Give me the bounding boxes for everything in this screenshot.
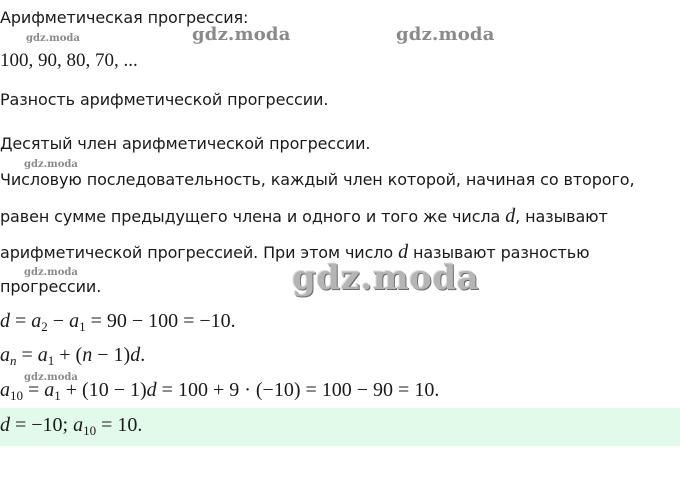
watermark: gdz.moda <box>292 258 480 298</box>
answer: d = −10; $a_{10} = 10$. <box>0 414 143 438</box>
definition-line-1: Числовую последовательность, каждый член которой, начиная со второго, <box>0 170 635 189</box>
watermark: gdz.moda <box>396 24 495 45</box>
formula-tenth-term: $a_{10} = a_1 + (10 - 1)d = 100 + 9 \cdot (-10) = 100 - 90 = 10$. <box>0 379 440 403</box>
watermark: gdz.moda <box>24 267 78 278</box>
tenth-term-label: Десятый член арифметической прогрессии. <box>0 134 371 153</box>
heading: Арифметическая прогрессия: <box>0 8 249 27</box>
sequence: 100, 90, 80, 70, ... <box>0 50 138 71</box>
formula-nth-term: $a_n = a_1 + (n - 1)d$. <box>0 344 146 368</box>
definition-line-4: прогрессии. <box>0 277 102 296</box>
watermark: gdz.moda <box>24 372 78 383</box>
watermark: gdz.moda <box>24 159 78 170</box>
watermark: gdz.moda <box>192 24 291 45</box>
difference-label: Разность арифметической прогрессии. <box>0 90 329 109</box>
definition-line-2: равен сумме предыдущего члена и одного и того же числа d, называют <box>0 205 608 227</box>
formula-difference: $d = a_2 - a_1 = 90 - 100 = -10$. <box>0 310 236 334</box>
definition-line-3: арифметической прогрессией. При этом число d называют разностью <box>0 241 590 263</box>
watermark: gdz.moda <box>26 33 80 44</box>
